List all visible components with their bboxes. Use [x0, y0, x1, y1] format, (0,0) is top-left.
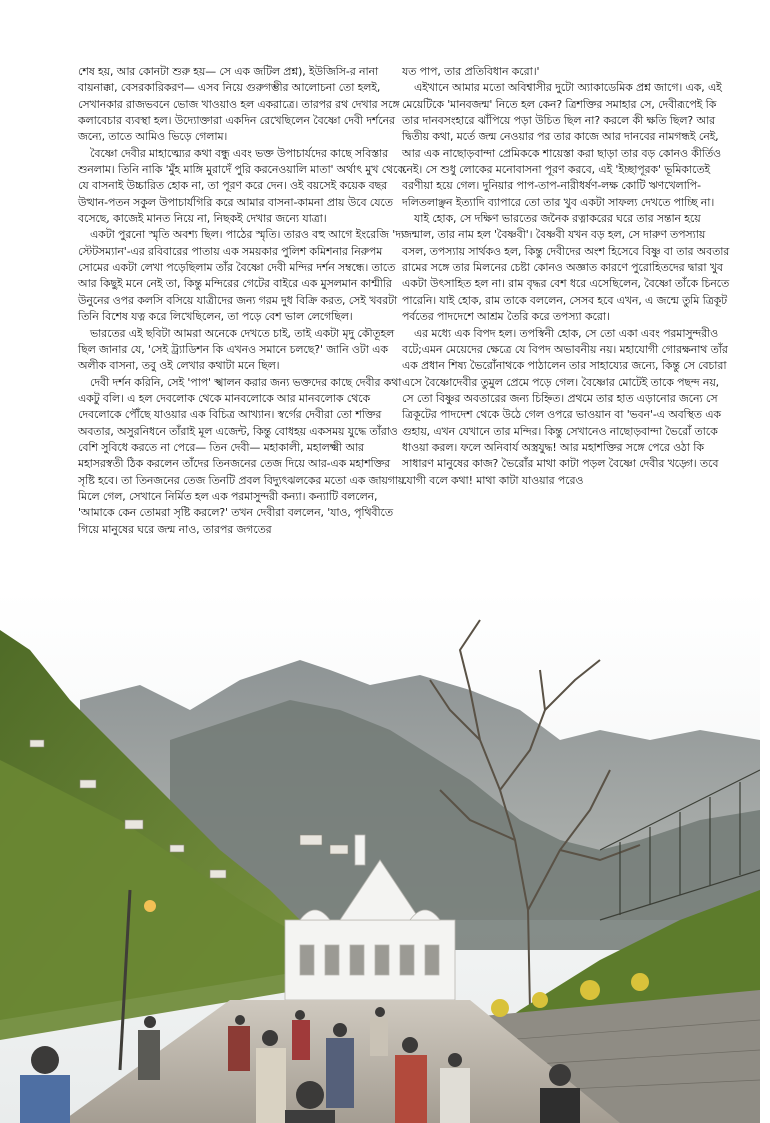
paragraph: শেষ হয়, আর কোনটা শুরু হয়— সে এক জটিল প্রশ্ন), ইউজিসি-র নানা বায়নাক্কা, বেসরকারিকরণ— এসব নিয়ে গুরুগম্ভীর আলোচনা তো হলই, সেখানকার রাজভবনে ভোজ খাওয়াও হল একরাত্রে। তারপর রথ দেখার সঙ্গে কলাবেচার ব্যবস্থা হল। উদ্যোক্তারা একদিন রেখেছিলেন বৈষ্ণো দেবী দর্শনের জন্যে, তাতে আমিও ভিড়ে গেলাম। — [78, 65, 400, 144]
photo-illustration — [0, 590, 760, 1123]
paragraph: বৈষ্ণো দেবীর মাহাত্ম্যের কথা বন্ধু এবং ভক্ত উপাচার্যদের কাছে সবিস্তার শুনলাম। তিনি নাকি 'মুঁহ মাঙ্গি মুরাদেঁ পুরি করনেওয়ালি মাতা' অর্থাৎ মুখ থেকে যে বাসনাই উচ্চারিত হোক না, তা পূরণ করে দেন। ওই বয়সেই কয়েক বছর উত্থান-পতন সকুল উপাচার্যগিরি করে আমার বাসনা-কামনা প্রায় উবে যেতে বসেছে, কাজেই মানত নিয়ে না, নিছকই দেখার জন্যে যাত্রা। — [78, 146, 405, 226]
paragraph: যাই হোক, সে দক্ষিণ ভারতের জনৈক রত্নাকরের ঘরে তার সন্তান হয়ে জন্মাল, তার নাম হল 'বৈষ্ণবী'। বৈষ্ণবী যখন বড় হল, সে দারুণ তপস্যায় বসল, তপস্যায় সার্থকও হল, কিন্তু দেবীদের অংশ হিসেবে বিষ্ণু বা তার অবতার রামের সঙ্গে তার মিলনের চেষ্টা কোনও অজ্ঞাত কারণে পুরোহিতদের দ্বারা খুব একটা উৎসাহিত হল না। রাম বৃদ্ধর বেশ ধরে এসেছিলেন, বৈষ্ণো তাঁকে চিনতে পারেনি। যাই হোক, রাম তাকে বললেন, সেসব হবে এখন, এ জন্মে তুমি ত্রিকূট পর্বতের পাদদেশে আশ্রম তৈরি করে তপস্যা করো। — [402, 212, 730, 324]
paragraph: এইখানে আমার মতো অবিশ্বাসীর দুটো অ্যাকাডেমিক প্রশ্ন জাগে। এক, এই মেয়েটিকে 'মানবজন্ম' নিতে হল কেন? ত্রিশক্তির সমাহার সে, দেবীরূপেই কি তার দানবসংহারে ঝাঁপিয়ে পড়া উচিত ছিল না? করলে কী ক্ষতি ছিল? আর দ্বিতীয় কথা, মর্তে জন্ম নেওয়ার পর তার কাজে আর দানবের নামগন্ধই নেই, আর এক নাছোড়বান্দা প্রেমিককে শায়েস্তা করা ছাড়া তার বড় কোনও কীর্তিও নেই। সে শুধু লোকের মনোবাসনা পূরণ করবে, এই 'ইচ্ছাপূরক' ভূমিকাতেই বরণীয়া হয়ে গেল। দুনিয়ার পাপ-তাপ-নারীধর্ষণ-লক্ষ কোটি ঋণখেলাপি-দলিতলাঞ্ছন ইত্যাদি ব্যাপারে তো তার খুব একটা সাফল্য দেখতে পাচ্ছি না। — [402, 81, 722, 209]
temple-valley-photo — [0, 590, 760, 1123]
paragraph: যত পাপ, তার প্রতিবিধান করো।' — [402, 65, 540, 78]
paragraph: ভারতের এই ছবিটা আমরা অনেকে দেখতে চাই, তাই একটা মৃদু কৌতূহল ছিল জানার যে, 'সেই ট্র্যাডিশন কি এখনও সমানে চলছে?' জানি ওটা এক অলীক বাসনা, তবু ওই লেখার কথাটা মনে ছিল। — [78, 326, 395, 373]
article-column-right — [402, 64, 732, 489]
paragraph: দেবী দর্শন করিনি, সেই 'পাপ' স্খালন করার জন্য ভক্তদের কাছে দেবীর কথা একটু বলি। এ হল দেবলোক থেকে মানবলোকে আর মানবলোক থেকে দেবলোকে পৌঁছে যাওয়ার এক বিচিত্র আখ্যান। স্বর্গের দেবীরা তো শক্তির অবতার, অসুরনিধনে তাঁরাই মূল এজেন্ট, কিন্তু বোধহয় একসময় যুদ্ধে তাঁরাও বেশি সুবিধে করতে না পেরে— তিন দেবী— মহাকালী, মহালক্ষ্মী আর মহাসরস্বতী ঠিক করলেন তাঁদের তিনজনের তেজ দিয়ে আর-এক মহাশক্তির সৃষ্টি হবে। তা তিনজনের তেজ তিনটি প্রবল বিদ্যুৎঝলকের মতো এক জায়গায় মিলে গেল, সেখানে নির্মিত হল এক পরমাসুন্দরী কন্যা। কন্যাটি বললেন, 'আমাকে কেন তোমরা সৃষ্টি করলে?' তখন দেবীরা বললেন, 'যাও, পৃথিবীতে গিয়ে মানুষের ঘরে জন্ম নাও, তারপর জগতের — [78, 375, 405, 536]
paragraph: একটা পুরনো স্মৃতি অবশ্য ছিল। পাঠের স্মৃতি। তারও বহু আগে ইংরেজি 'দ্য স্টেটসম্যান'-এর রবিবারের পাতায় এক সময়কার পুলিশ কমিশনার নিরুপম সোমের একটা লেখা পড়েছিলাম তাঁর বৈষ্ণো দেবী মন্দির দর্শন সম্বন্ধে। তাতে আর কিছুই মনে নেই তা, কিন্তু মন্দিরের গেটের বাইরে এক মুসলমান কাশ্মীরি উনুনের ওপর কলসি বসিয়ে যাত্রীদের জন্য গরম দুধ বিক্রি করত, সেই খবরটা তিনি বিশেষ যত্ন করে লিখেছিলেন, তা পড়ে বেশ ভাল লেগেছিল। — [78, 228, 404, 324]
paragraph: এর মধ্যে এক বিপদ হল। তপস্বিনী হোক, সে তো একা এবং পরমাসুন্দরীও বটে;এমন মেয়েদের ক্ষেত্রে যে বিপদ অভাবনীয় নয়। মহাযোগী গোরক্ষনাথ তাঁর এক প্রধান শিষ্য ভৈরোঁনাথকে পাঠালেন তার সাহায্যের জন্যে, কিন্তু সে বেচারা এসে বৈষ্ণোদেবীর তুমুল প্রেমে পড়ে গেল। বৈষ্ণোর মোটেই তাকে পছন্দ নয়, সে তো বিষ্ণুর অবতারের জন্য চিহ্নিত। প্রথমে তার হাত এড়ানোর জন্যে সে ত্রিকূটের পাদদেশ থেকে উঠে গেল ওপরে ভাওয়ান বা 'ভবন'-এ অবস্থিত এক গুহায়, এখন যেখানে তার মন্দির। কিন্তু সেখানেও নাছোড়বান্দা ভৈরোঁ তাকে ধাওয়া করল। ফলে অনিবার্য অস্ত্রযুদ্ধ! আর মহাশক্তির সঙ্গে পেরে ওঠা কি সাধারণ মানুষের কাজ? ভৈরোঁর মাথা কাটা পড়ল বৈষ্ণো দেবীর খড়্গে। তবে যোগী বলে কথা! মাথা কাটা যাওয়ার পরেও — [402, 326, 728, 487]
article-column-left — [78, 64, 406, 538]
